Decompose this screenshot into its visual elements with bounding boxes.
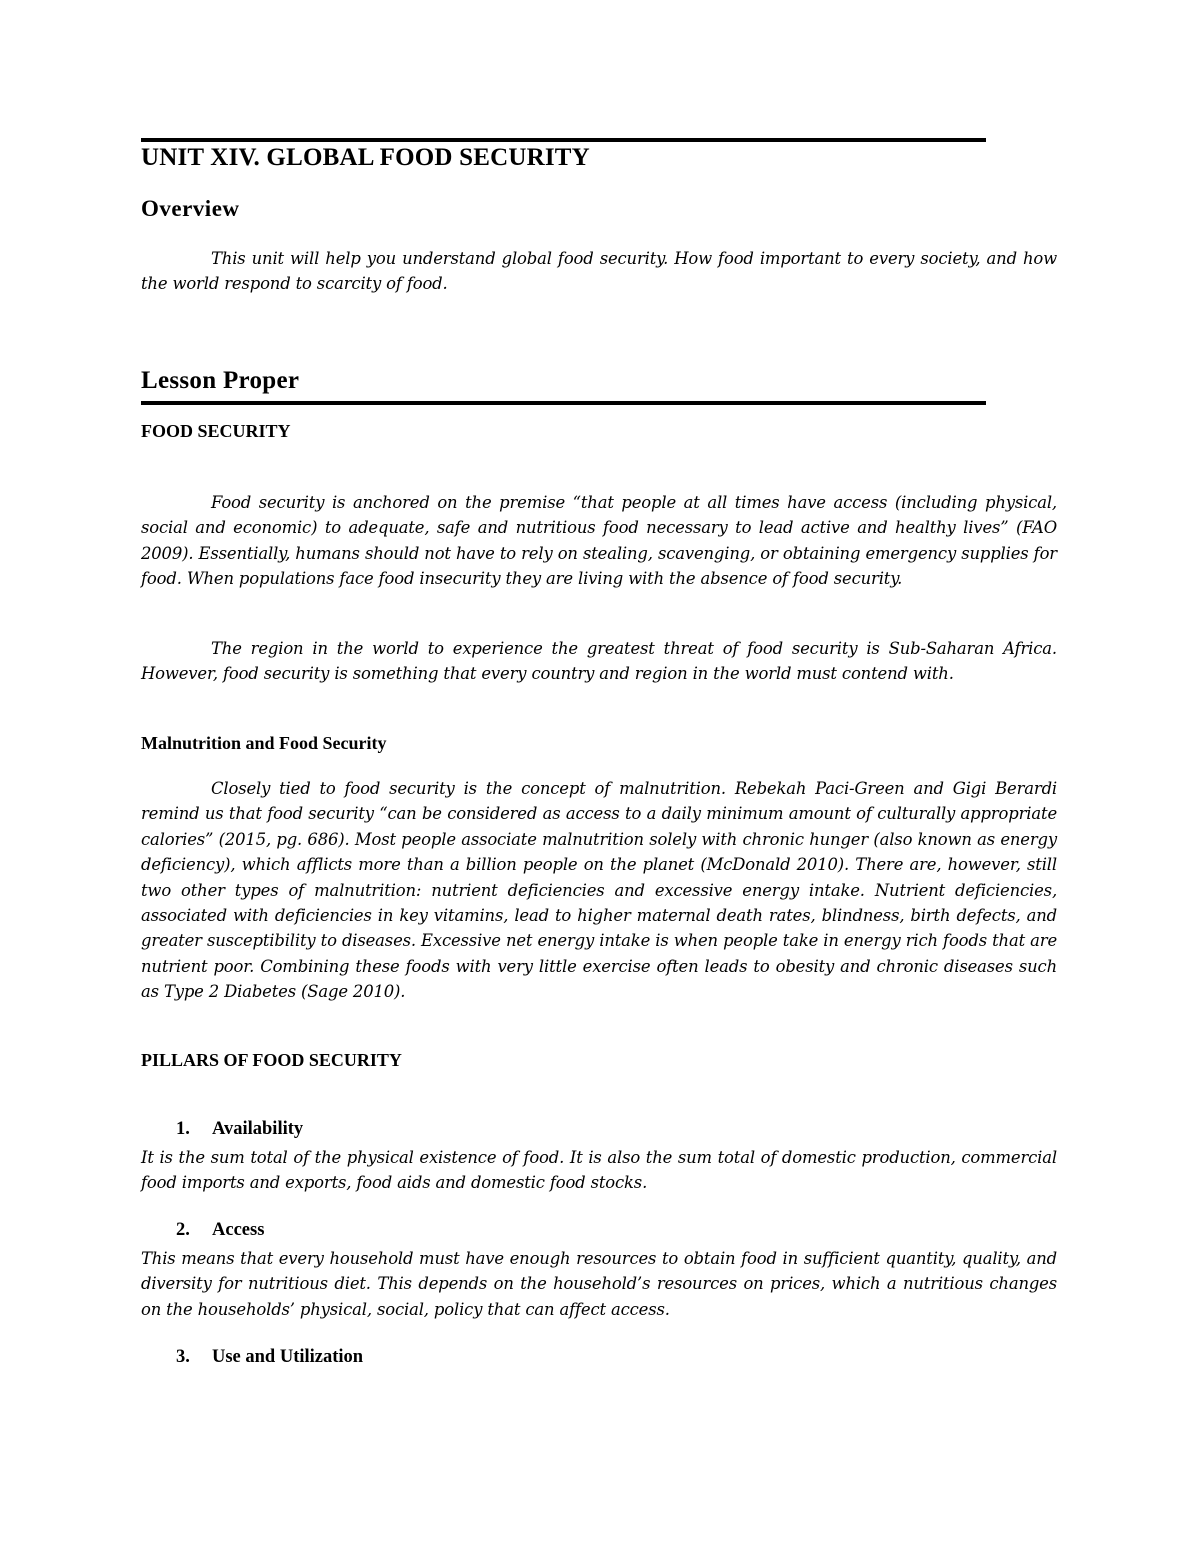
lesson-proper-heading: Lesson Proper bbox=[141, 367, 300, 394]
food-security-paragraph-1: Food security is anchored on the premise “that people at all times have access (including physical, social and economic) to adequate, safe and nutritious food necessary to lead active and healthy lives” (FAO 2009). Essentially, humans should not have to rely on stealing, scavenging, or obtaining emergency supplies for food. When populations face food insecurity they are living with the absence of food security. bbox=[141, 493, 1057, 589]
pillar-2-text: This means that every household must have enough resources to obtain food in sufficient quantity, quality, and diversity for nutritious diet. This depends on the household’s resources on prices, which a nutritious changes on the households’ physical, social, policy that can affect access. bbox=[141, 1249, 1057, 1319]
food-security-heading: FOOD SECURITY bbox=[141, 421, 291, 441]
pillar-2-title bbox=[176, 1220, 264, 1241]
pillar-3-title bbox=[176, 1347, 363, 1368]
malnutrition-paragraph: Closely tied to food security is the concept of malnutrition. Rebekah Paci-Green and Gigi Berardi remind us that food security “can be considered as access to a daily minimum amount of culturally appropriate calories” (2015, pg. 686). Most people associate malnutrition solely with chronic hunger (also known as energy deficiency), which afflicts more than a billion people on the planet (McDonald 2010). There are, however, still two other types of malnutrition: nutrient deficiencies and excessive energy intake. Nutrient deficiencies, associated with deficiencies in key vitamins, lead to higher maternal death rates, blindness, birth defects, and greater susceptibility to diseases. Excessive net energy intake is when people take in energy rich foods that are nutrient poor. Combining these foods with very little exercise often leads to obesity and chronic diseases such as Type 2 Diabetes (Sage 2010). bbox=[141, 779, 1057, 1002]
pillar-3-number: 3. bbox=[176, 1347, 190, 1367]
pillar-3-label: Use and Utilization bbox=[212, 1347, 364, 1367]
pillar-1-title bbox=[176, 1119, 303, 1140]
unit-title: UNIT XIV. GLOBAL FOOD SECURITY bbox=[141, 144, 590, 171]
pillar-2-label: Access bbox=[212, 1220, 265, 1240]
pillar-1-text: It is the sum total of the physical existence of food. It is also the sum total of domestic production, commercial food imports and exports, food aids and domestic food stocks. bbox=[141, 1148, 1057, 1193]
pillar-1-label: Availability bbox=[212, 1119, 304, 1139]
overview-heading: Overview bbox=[141, 196, 240, 221]
top-rule bbox=[141, 138, 986, 142]
overview-text: This unit will help you understand global food security. How food important to every society, and how the world respond to scarcity of food. bbox=[141, 249, 1057, 294]
malnutrition-heading: Malnutrition and Food Security bbox=[141, 733, 387, 753]
pillar-1-number: 1. bbox=[176, 1119, 190, 1139]
food-security-paragraph-2: The region in the world to experience the greatest threat of food security is Sub-Saharan Africa. However, food security is something that every country and region in the world must contend with. bbox=[141, 639, 1057, 684]
lesson-rule bbox=[141, 401, 986, 405]
pillar-2-number: 2. bbox=[176, 1220, 190, 1240]
pillars-heading: PILLARS OF FOOD SECURITY bbox=[141, 1050, 402, 1070]
